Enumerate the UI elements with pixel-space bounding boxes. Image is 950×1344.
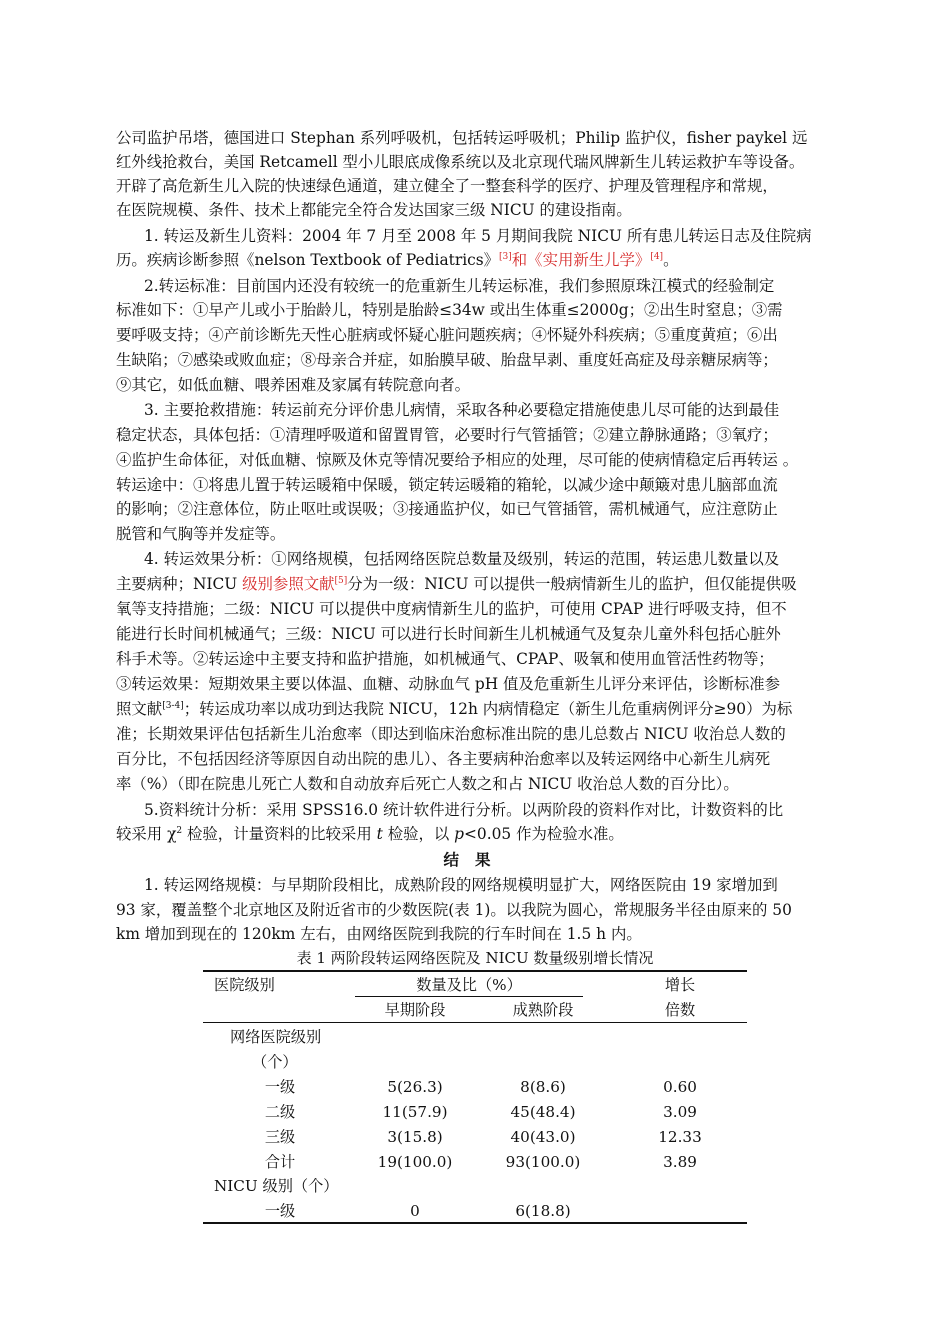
table-caption: 表 1 两阶段转运网络医院及 NICU 数量级别增长情况: [296, 949, 654, 967]
paragraph-line: 3. 主要抢救措施：转运前充分评价患儿病情，采取各种必要稳定措施使患儿尽可能的达到最佳: [144, 401, 780, 419]
paragraph-line: 准；长期效果评估包括新生儿治愈率（即达到临床治愈标准出院的患儿总数占 NICU 收治总人数的: [116, 725, 786, 743]
reference-link[interactable]: 级别参照文献: [242, 575, 335, 593]
table-cell-growth: 3.89: [663, 1153, 697, 1171]
citation-ref[interactable]: [3-4]: [162, 701, 184, 711]
paragraph-line: 要呼吸支持；④产前诊断先天性心脏病或怀疑心脏问题疾病；④怀疑外科疾病；⑤重度黄疸；⑥出: [116, 326, 778, 344]
table-cell-early: 0: [410, 1202, 420, 1220]
paragraph-line: 照文献[3-4]；转运成功率以成功到达我院 NICU，12h 内病情稳定（新生儿危重病例评分≥90）为标: [116, 700, 793, 718]
paragraph-line: 的影响；②注意体位，防止呕吐或误吸；③接通监护仪，如已气管插管，需机械通气，应注意防止: [116, 500, 778, 518]
paragraph-line: 1. 转运网络规模：与早期阶段相比，成熟阶段的网络规模明显扩大，网络医院由 19 家增加到: [144, 876, 778, 894]
table-header-cell: 数量及比（%）: [416, 976, 522, 994]
table-cell-mature: 8(8.6): [520, 1078, 566, 1096]
paragraph-line: 标准如下：①早产儿或小于胎龄儿，特别是胎龄≤34w 或出生体重≤2000g；②出生时窒息；③需: [116, 301, 783, 319]
paragraph-line: 转运途中：①将患儿置于转运暖箱中保暖，锁定转运暖箱的箱轮，以减少途中颠簸对患儿脑部血流: [116, 476, 778, 494]
table-cell-level: 合计: [264, 1153, 296, 1171]
section-heading: 结果: [443, 851, 507, 869]
paragraph-line: 2.转运标准：目前国内还没有较统一的危重新生儿转运标准，我们参照原珠江模式的经验制定: [144, 277, 775, 295]
table-header-cell: 医院级别: [214, 976, 275, 994]
citation-ref[interactable]: [3]: [499, 252, 512, 262]
paragraph-line: 主要病种；NICU 级别参照文献[5]分为一级：NICU 可以提供一般病情新生儿的监护，但仅能提供吸: [116, 575, 797, 593]
paragraph-line: 在医院规模、条件、技术上都能完全符合发达国家三级 NICU 的建设指南。: [116, 201, 632, 219]
table-cell-early: 3(15.8): [387, 1128, 443, 1146]
paragraph-line: 氧等支持措施；二级：NICU 可以提供中度病情新生儿的监护，可使用 CPAP 进行呼吸支持，但不: [116, 600, 787, 618]
table-cell-mature: 40(43.0): [510, 1128, 576, 1146]
paragraph-line: 红外线抢救台，美国 Retcamell 型小儿眼底成像系统以及北京现代瑞风牌新生儿转运救护车等设备。: [116, 153, 805, 171]
paragraph-line: 4. 转运效果分析：①网络规模，包括网络医院总数量及级别，转运的范围，转运患儿数量以及: [144, 550, 780, 568]
table-cell-growth: 3.09: [663, 1103, 697, 1121]
paragraph-line: 开辟了高危新生儿入院的快速绿色通道，建立健全了一整套科学的医疗、护理及管理程序和常规，: [116, 177, 778, 195]
paragraph-line: 能进行长时间机械通气；三级：NICU 可以进行长时间新生儿机械通气及复杂儿童外科包括心脏外: [116, 625, 781, 643]
paragraph-line: 历。疾病诊断参照《nelson Textbook of Pediatrics》[3]和《实用新生儿学》[4]。: [116, 251, 679, 269]
citation-ref[interactable]: [5]: [334, 576, 348, 586]
table-header-cell: 成熟阶段: [512, 1001, 574, 1019]
table-header-cell: 早期阶段: [384, 1001, 446, 1019]
table-cell-mature: 45(48.4): [510, 1103, 576, 1121]
paragraph-line: ③转运效果：短期效果主要以体温、血糖、动脉血气 pH 值及危重新生儿评分来评估，诊断标准参: [116, 675, 781, 693]
table-section-label: （个）: [252, 1053, 298, 1071]
table-section-label: 网络医院级别: [230, 1028, 322, 1046]
reference-link[interactable]: 和《实用新生儿学》: [511, 251, 651, 269]
table-cell-level: 一级: [264, 1078, 296, 1096]
table-header-rule: [203, 1022, 747, 1023]
table-header-cell: 倍数: [664, 1001, 696, 1019]
table-cell-early: 11(57.9): [382, 1103, 448, 1121]
paragraph-line: ④监护生命体征，对低血糖、惊厥及休克等情况要给予相应的处理，尽可能的使病情稳定后再转运 。: [116, 451, 799, 469]
table-section-label: NICU 级别（个）: [214, 1177, 339, 1195]
paragraph-line: 脱管和气胸等并发症等。: [116, 525, 286, 543]
table-cell-early: 5(26.3): [387, 1078, 443, 1096]
paragraph-line: 1. 转运及新生儿资料：2004 年 7 月至 2008 年 5 月期间我院 NICU 所有患儿转运日志及住院病: [144, 227, 812, 245]
paragraph-line: 科手术等。②转运途中主要支持和监护措施，如机械通气、CPAP、吸氧和使用血管活性药物等；: [116, 650, 774, 668]
paragraph-line: 5.资料统计分析：采用 SPSS16.0 统计软件进行分析。以两阶段的资料作对比，计数资料的比: [144, 801, 784, 819]
paragraph-line: 93 家，覆盖整个北京地区及附近省市的少数医院(表 1)。以我院为圆心，常规服务半径由原来的 50: [116, 901, 792, 919]
table-header-cell: 增长: [664, 976, 696, 994]
paragraph-line: 率（%）（即在院患儿死亡人数和自动放弃后死亡人数之和占 NICU 收治总人数的百分比）。: [116, 775, 739, 793]
paragraph-line: km 增加到现在的 120km 左右，由网络医院到我院的行车时间在 1.5 h 内。: [116, 925, 642, 943]
table-top-rule: [203, 970, 747, 972]
paragraph-line: 生缺陷；⑦感染或败血症；⑧母亲合并症，如胎膜早破、胎盘早剥、重度妊高症及母亲糖尿病等；: [116, 351, 778, 369]
table-cell-level: 三级: [264, 1128, 296, 1146]
paragraph-line: 较采用 $\chi^2$ 检验，计量资料的比较采用 t 检验，以 p<0.05 作为检验水准。: [116, 825, 624, 843]
citation-ref[interactable]: [4]: [650, 252, 664, 262]
table-cell-early: 19(100.0): [377, 1153, 453, 1171]
paragraph-line: 公司监护吊塔，德国进口 Stephan 系列呼吸机，包括转运呼吸机；Philip 监护仪，fisher paykel 远: [116, 129, 808, 147]
table-cell-growth: 12.33: [658, 1128, 702, 1146]
table-cell-mature: 93(100.0): [505, 1153, 581, 1171]
paragraph-line: 稳定状态，具体包括：①清理呼吸道和留置胃管，必要时行气管插管；②建立静脉通路；③氧疗；: [116, 426, 778, 444]
paragraph-line: ⑨其它，如低血糖、喂养困难及家属有转院意向者。: [116, 376, 470, 394]
table-cell-level: 一级: [264, 1202, 296, 1220]
paragraph-line: 百分比，不包括因经济等原因自动出院的患儿）、各主要病种治愈率以及转运网络中心新生儿病死: [116, 750, 771, 768]
table-cell-growth: 0.60: [663, 1078, 697, 1096]
table-cell-level: 二级: [264, 1103, 296, 1121]
table-cell-mature: 6(18.8): [515, 1202, 571, 1220]
